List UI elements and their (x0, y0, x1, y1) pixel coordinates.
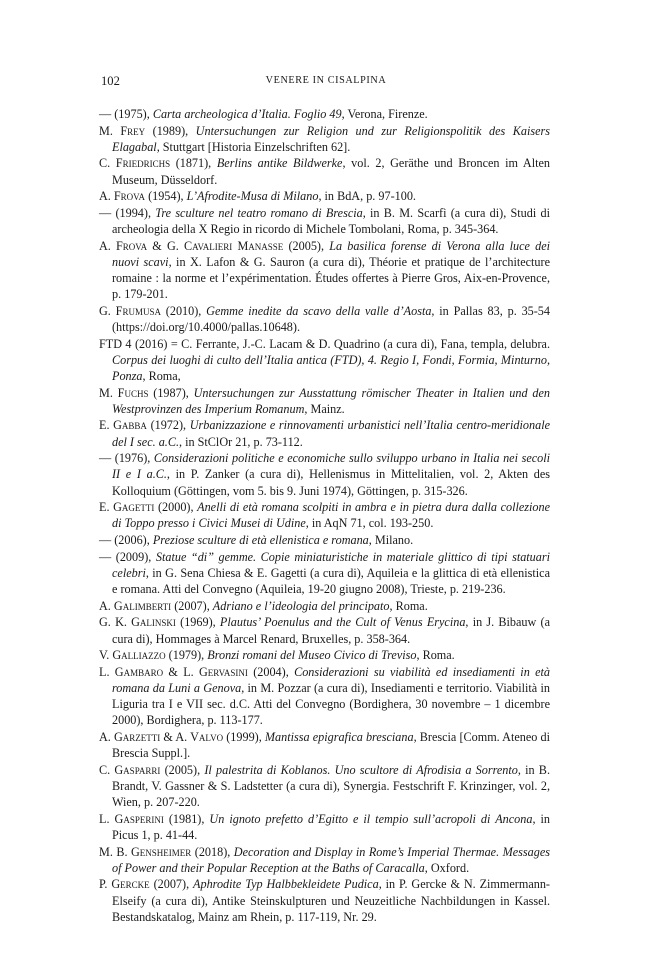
entry-lead: (1981), (163, 811, 210, 826)
entry-author: L. Gambaro & L. Gervasini (99, 664, 248, 679)
bibliography-entry (99, 238, 550, 303)
entry-author: C. Gasparri (99, 762, 161, 777)
bibliography-entry (99, 729, 550, 761)
entry-title: Decoration and Display in Rome’s Imperial Thermae. Messages of Power and their Popular Reception at the Baths of Caracalla (112, 844, 550, 875)
entry-lead: (2010), (160, 303, 207, 318)
entry-title: Tre sculture nel teatro romano di Brescia (155, 205, 363, 220)
entry-lead: FTD 4 (2016) = C. Ferrante, J.-C. Lacam & D. Quadrino (a cura di), Fana, templa, delubra. (99, 336, 550, 351)
bibliography-entry (99, 598, 550, 614)
entry-author: M. B. Gensheimer (99, 844, 192, 859)
entry-author: P. Gercke (99, 877, 150, 892)
entry-tail: , in P. Gercke & N. Zimmermann-Elseify (a cura di), Antike Steinskulpturen und Neuzeitliche Nachbildungen in Kassel. Bestandskatalog, Mainz am Rhein, p. 117-119, Nr. 29. (112, 877, 550, 924)
bibliography-entry (99, 647, 550, 663)
entry-author: A. Frova (99, 189, 146, 204)
entry-author: G. Frumusa (99, 303, 161, 318)
entry-author: E. Gabba (99, 418, 147, 433)
bibliography-entry (99, 205, 550, 237)
entry-tail: , in M. Pozzar (a cura di), Insediamenti e territorio. Viabilità in Liguria tra I e VII sec. d.C. Atti del Convegno (Bordighera, 30 novembre – 1 dicembre 2000), Bordighera, p. 113-177. (112, 680, 550, 728)
running-head (101, 74, 551, 90)
page-number: 102 (101, 74, 120, 88)
entry-author: M. Fuchs (99, 385, 149, 400)
bibliography-entry (99, 155, 550, 187)
entry-author: A. Garzetti & A. Valvo (99, 729, 224, 744)
entry-tail: , in B. M. Scarfì (a cura di), Studi di archeologia della X Regio in ricordo di Michele Tombolani, Roma, p. 345-364. (112, 205, 550, 237)
entry-tail: , in StClOr 21, p. 73-112. (179, 434, 303, 449)
entry-tail: , Mainz. (304, 401, 345, 416)
bibliography-entry (99, 614, 550, 646)
entry-lead: — (1994), (99, 205, 156, 220)
entry-lead: (2007), (171, 598, 213, 613)
bibliography-entry (99, 549, 550, 597)
entry-lead: (2018), (191, 844, 234, 859)
entry-tail: , Brescia [Comm. Ateneo di Brescia Suppl.]. (112, 729, 550, 761)
bibliography-list (99, 106, 550, 925)
entry-title: Gemme inedite da scavo della valle d’Aosta (206, 303, 432, 318)
bibliography-entry (99, 123, 550, 155)
entry-lead: (2000), (154, 500, 198, 515)
entry-title: Anelli di età romana scolpiti in ambra e in pietra dura dalla collezione di Toppo presso i Civici Musei di Udine (112, 500, 550, 531)
entry-tail: , in Pallas 83, p. 35-54 (https://doi.org/10.4000/pallas.10648). (112, 303, 550, 335)
entry-title: Statue “di” gemme. Copie miniaturistiche in materiale glittico di tipi statuari celebri (112, 549, 551, 580)
entry-title: Untersuchungen zur Ausstattung römischer Theater in Italien und den Westprovinzen des Imperium Romanum (112, 385, 550, 416)
bibliography-entry (99, 303, 550, 335)
bibliography-entry (99, 664, 550, 729)
bibliography-entry (99, 844, 550, 876)
entry-author: L. Gasperini (99, 811, 164, 826)
entry-author: M. Frey (99, 123, 146, 138)
entry-title: Preziose sculture di età ellenistica e romana (152, 533, 369, 548)
entry-author: G. K. Galinski (99, 615, 176, 630)
bibliography-entry (99, 532, 550, 548)
running-title: VENERE IN CISALPINA (265, 75, 387, 86)
entry-author: A. Galimberti (99, 598, 172, 613)
entry-tail: , Roma. (389, 598, 428, 613)
bibliography-entry (99, 385, 550, 417)
bibliography-entry (99, 450, 550, 498)
entry-author: E. Gagetti (99, 500, 155, 515)
entry-lead: (1989), (145, 123, 196, 138)
bibliography-entry (99, 336, 550, 384)
entry-tail: , in J. Bibauw (a cura di), Hommages à Marcel Renard, Bruxelles, p. 358-364. (112, 615, 550, 646)
bibliography-entry (99, 762, 550, 810)
bibliography-entry (99, 811, 550, 843)
entry-lead: (1987), (148, 385, 194, 400)
entry-title: Aphrodite Typ Halbbekleidete Pudica (193, 877, 379, 892)
entry-lead: — (2006), (99, 533, 153, 548)
entry-title: Untersuchungen zur Religion und zur Religionspolitik des Kaisers Elagabal (112, 123, 551, 154)
entry-title: Plautus’ Poenulus and the Cult of Venus Erycina (219, 615, 466, 630)
entry-tail: , Roma, (142, 369, 181, 383)
entry-title: Carta archeologica d’Italia. Foglio 49 (152, 107, 342, 121)
entry-title: Urbanizzazione e rinnovamenti urbanistici nell’Italia centro-meridionale del I sec. a.C. (112, 418, 550, 449)
entry-author: A. Frova & G. Cavalieri Manasse (99, 238, 284, 253)
bibliography-entry (99, 417, 550, 449)
entry-lead: (2004), (247, 664, 295, 679)
entry-title: Considerazioni politiche e economiche sullo sviluppo urbano in Italia nei secoli II e I a.C. (112, 451, 551, 482)
entry-tail: , in BdA, p. 97-100. (318, 189, 416, 204)
entry-lead: (2005), (283, 238, 330, 253)
entry-tail: , Verona, Firenze. (341, 107, 428, 121)
entry-lead: (1972), (146, 418, 190, 433)
entry-lead: (1871), (170, 156, 217, 171)
entry-lead: — (1976), (99, 451, 154, 466)
entry-title: Corpus dei luoghi di culto dell’Italia antica (FTD), 4. Regio I, Fondi, Formia, Minturno, Ponza (112, 352, 550, 383)
entry-title: Il palestrita di Koblanos. Uno scultore di Afrodisia a Sorrento (204, 762, 518, 777)
entry-tail: , Oxford. (424, 860, 470, 875)
entry-title: Un ignoto prefetto d’Egitto e il tempio sull’acropoli di Ancona (209, 811, 533, 826)
entry-tail: , in X. Lafon & G. Sauron (a cura di), Théorie et pratique de l’architecture romaine : la norme et l’expérimentation. Études offertes à Pierre Gros, Aix-en-Provence, p. 179-201. (112, 254, 550, 302)
entry-lead: (2005), (160, 762, 205, 777)
entry-lead: — (2009), (99, 549, 156, 564)
entry-title: Berlins antike Bildwerke (216, 156, 343, 171)
entry-tail: , Milano. (368, 533, 414, 548)
entry-tail: , vol. 2, Geräthe und Broncen im Alten Museum, Düsseldorf. (112, 156, 550, 187)
entry-tail: , in B. Brandt, V. Gassner & S. Ladstetter (a cura di), Synergia. Festschrift F. Krinzinger, vol. 2, Wien, p. 207-220. (112, 762, 550, 810)
entry-title: L’Afrodite-Musa di Milano (186, 189, 319, 204)
entry-lead: (1979), (165, 648, 208, 663)
entry-tail: , in P. Zanker (a cura di), Hellenismus in Mittelitalien, vol. 2, Akten des Kolloquium (Göttingen, vom 5. bis 9. Juni 1974), Göttingen, p. 315-326. (112, 467, 551, 498)
entry-tail: , in G. Sena Chiesa & E. Gagetti (a cura di), Aquileia e la glittica di età ellenistica e romana. Atti del Convegno (Aquileia, 19-20 giugno 2008), Trieste, p. 219-236. (112, 565, 550, 597)
entry-title: Adriano e l’ideologia del principato (212, 598, 390, 613)
entry-lead: (1969), (175, 615, 220, 630)
bibliography-entry (99, 499, 550, 531)
entry-lead: (1999), (223, 729, 265, 744)
entry-title: Considerazioni su viabilità ed insediamenti in età romana da Luni a Genova (112, 664, 550, 695)
entry-title: Bronzi romani del Museo Civico di Treviso (207, 648, 417, 663)
entry-author: V. Galliazzo (99, 648, 166, 663)
entry-lead: (1954), (145, 189, 187, 204)
bibliography-entry (99, 188, 550, 204)
entry-lead: (2007), (149, 877, 194, 892)
entry-tail: , Stuttgart [Historia Einzelschriften 62]. (156, 139, 351, 154)
entry-lead: — (1975), (99, 107, 153, 121)
entry-tail: , in AqN 71, col. 193-250. (305, 516, 434, 531)
entry-title: La basilica forense di Verona alla luce dei nuovi scavi (112, 238, 550, 269)
bibliography-entry (99, 106, 550, 122)
entry-tail: , in Picus 1, p. 41-44. (112, 811, 550, 842)
entry-author: C. Friedrichs (99, 156, 171, 171)
entry-tail: , Roma. (416, 648, 455, 663)
entry-title: Mantissa epigrafica bresciana (264, 729, 414, 744)
bibliography-entry (99, 876, 550, 924)
